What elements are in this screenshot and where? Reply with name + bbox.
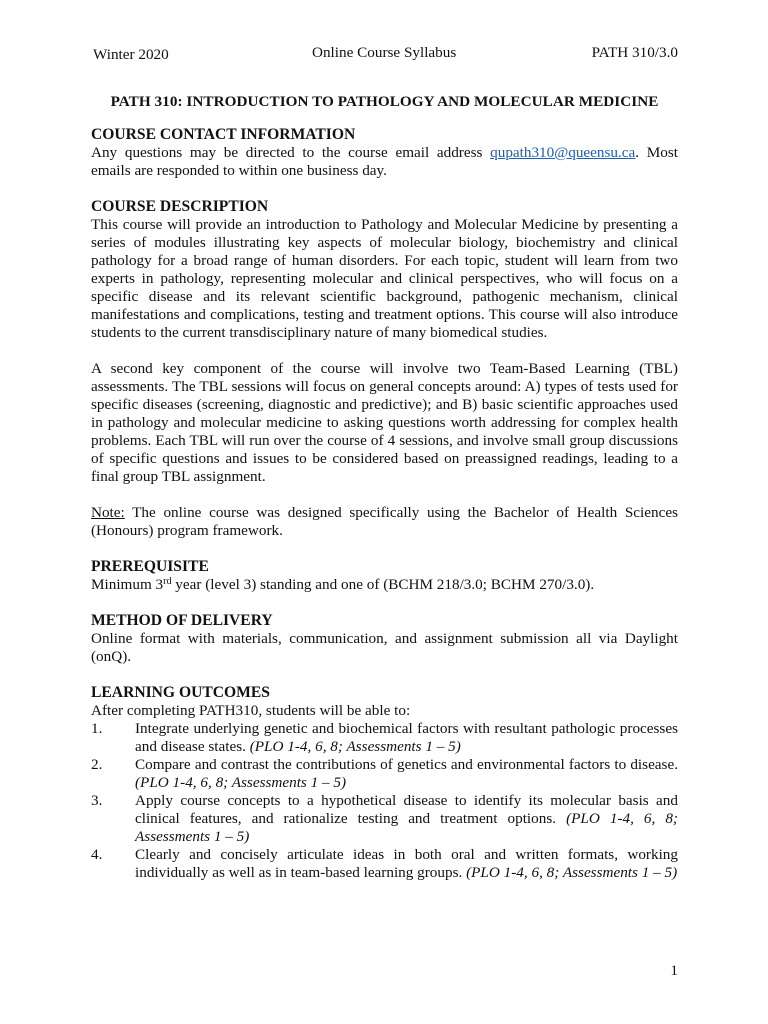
header-course-code: PATH 310/3.0 (591, 44, 678, 61)
outcomes-heading: LEARNING OUTCOMES (91, 684, 270, 701)
contact-text-before: Any questions may be directed to the course email address (91, 144, 491, 161)
page-content (91, 93, 678, 882)
list-item-text: Integrate underlying genetic and biochemical factors with resultant pathologic processes and disease states. (135, 720, 678, 755)
contact-text-after: . Most emails are responded to within one business day. (91, 144, 678, 179)
header-doc-type: Online Course Syllabus (312, 44, 457, 61)
list-item-text: Apply course concepts to a hypothetical disease to identify its molecular basis and clinical features, and rationalize testing and treatment options. (135, 792, 678, 827)
prerequisite-text-after: year (level 3) standing and one of (BCHM 218/3.0; BCHM 270/3.0). (171, 576, 595, 593)
description-paragraph-1: This course will provide an introduction to Pathology and Molecular Medicine by presenting a series of modules illustrating key aspects of molecular biology, biochemistry and clinical pathology for a broad range of human disorders. For each topic, student will learn from two experts in pathology, representing molecular and clinical perspectives, who will focus on a specific disease and its relevant scientific background, pathogenic mechanism, clinical manifestations and complications, testing and treatment options. This course will also introduce students to the current transdisciplinary nature of many biomedical studies. (91, 216, 678, 341)
delivery-paragraph: Online format with materials, communication, and assignment submission all via Daylight (onQ). (91, 630, 678, 665)
note-text: The online course was designed specifically using the Bachelor of Health Sciences (Honours) program framework. (91, 504, 678, 539)
list-item-plo: (PLO 1-4, 6, 8; Assessments 1 – 5) (135, 810, 678, 845)
delivery-heading: METHOD OF DELIVERY (91, 612, 273, 629)
contact-heading: COURSE CONTACT INFORMATION (91, 126, 356, 143)
list-item-plo: (PLO 1-4, 6, 8; Assessments 1 – 5) (249, 738, 461, 755)
note-paragraph (91, 504, 678, 540)
page-number: 1 (670, 962, 678, 979)
prerequisite-paragraph (91, 576, 678, 594)
description-paragraph-2: A second key component of the course will involve two Team-Based Learning (TBL) assessments. The TBL sessions will focus on general concepts around: A) types of tests used for specific diseases (screening, diagnostic and predictive); and B) basic scientific approaches used in pathology and molecular medicine to asking questions worth addressing for complex health problems. Each TBL will run over the course of 4 sessions, and involve small group discussions of specific questions and issues to be considered based on preassigned readings, leading to a final group TBL assignment. (91, 360, 678, 485)
page-title: PATH 310: INTRODUCTION TO PATHOLOGY AND MOLECULAR MEDICINE (110, 93, 659, 110)
contact-paragraph (91, 144, 678, 180)
page-header (93, 46, 678, 66)
list-item-text: Clearly and concisely articulate ideas in both oral and written formats, working individually as well as in team-based learning groups. (135, 846, 678, 881)
list-item-text: Compare and contrast the contributions of genetics and environmental factors to disease. (135, 756, 678, 773)
prerequisite-heading: PREREQUISITE (91, 558, 209, 575)
outcomes-intro: After completing PATH310, students will be able to: (91, 702, 411, 719)
list-item (91, 846, 678, 882)
list-item (91, 792, 678, 846)
list-item (91, 756, 678, 792)
list-item-number: 4. (91, 846, 103, 863)
description-heading: COURSE DESCRIPTION (91, 198, 269, 215)
list-item-plo: (PLO 1-4, 6, 8; Assessments 1 – 5) (135, 774, 347, 791)
list-item-number: 2. (91, 756, 103, 773)
outcomes-list (91, 720, 678, 882)
header-term: Winter 2020 (93, 46, 169, 63)
list-item-number: 1. (91, 720, 103, 737)
course-email-link[interactable]: qupath310@queensu.ca (490, 144, 636, 161)
list-item-number: 3. (91, 792, 103, 809)
list-item-plo: (PLO 1-4, 6, 8; Assessments 1 – 5) (466, 864, 678, 881)
note-label: Note: (91, 504, 125, 521)
prerequisite-superscript: rd (163, 576, 172, 587)
prerequisite-text-before: Minimum 3 (91, 576, 164, 593)
list-item (91, 720, 678, 756)
